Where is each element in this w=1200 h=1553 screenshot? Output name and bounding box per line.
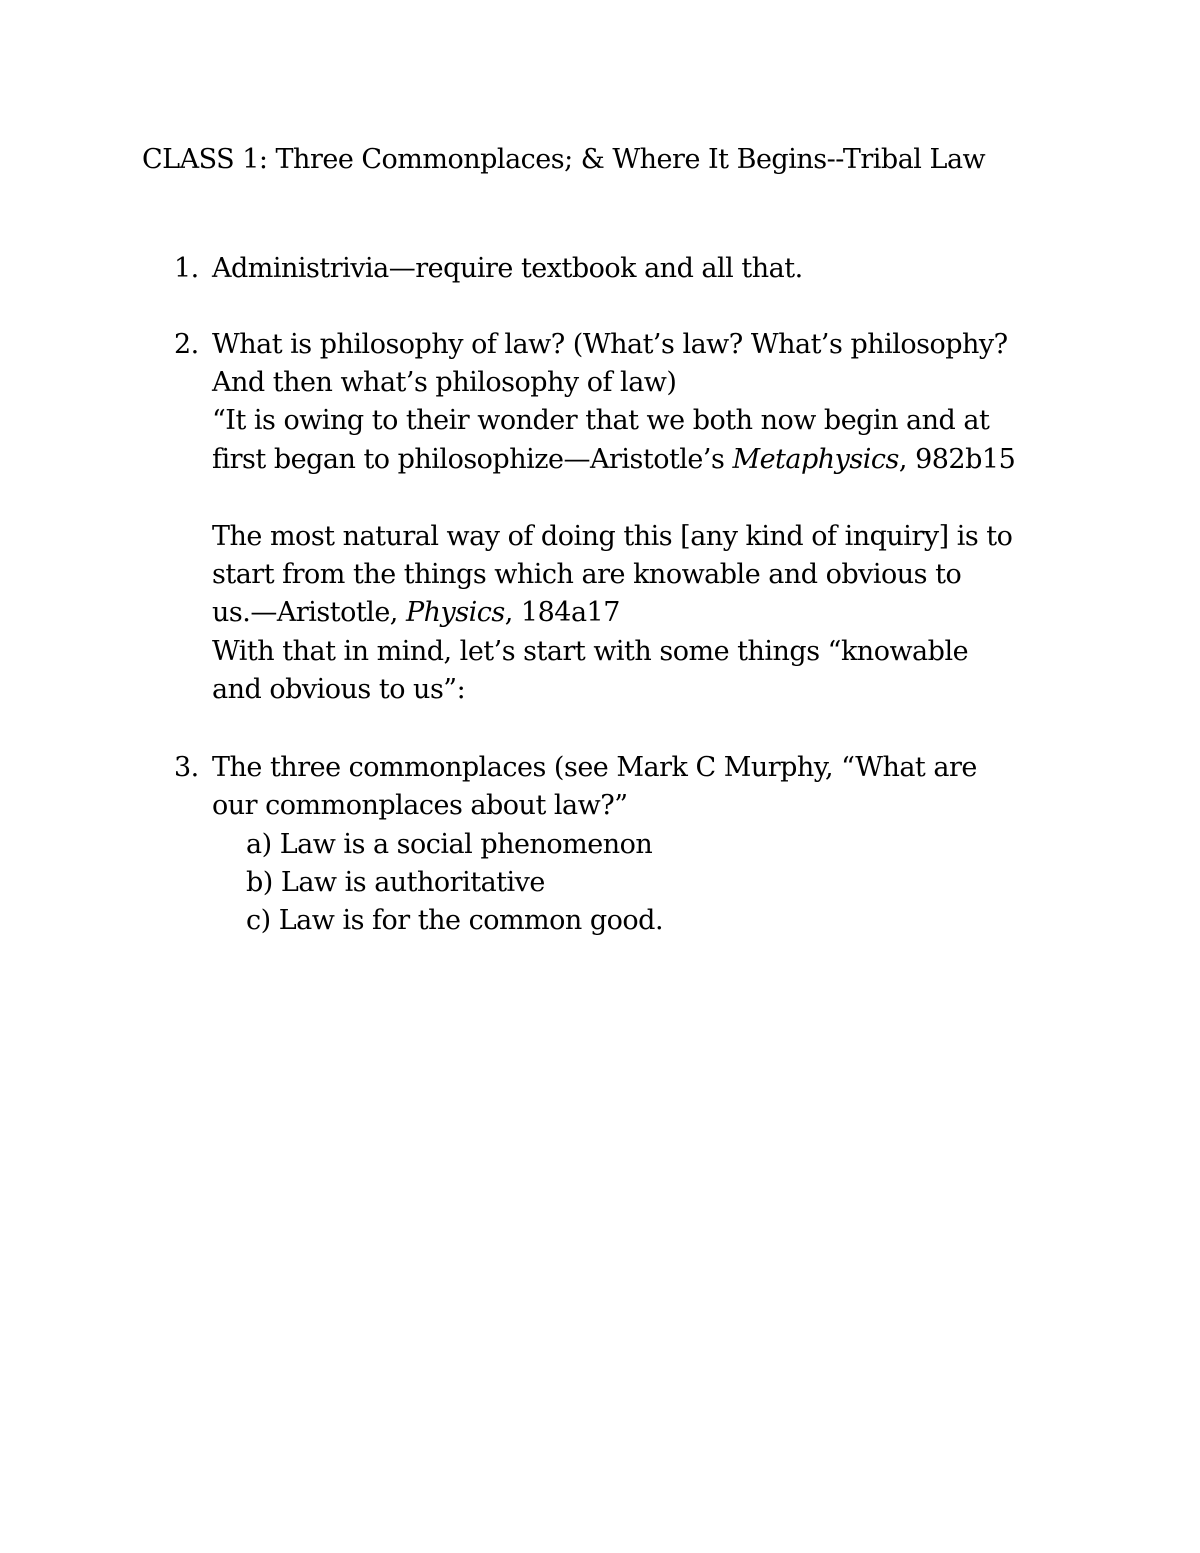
item-2-line-2: And then what’s philosophy of law) xyxy=(212,367,677,398)
item-3-line-2: our commonplaces about law?” xyxy=(212,790,628,821)
quote-text: first began to philosophize—Aristotle’s xyxy=(212,444,733,475)
citation-text: , 184a17 xyxy=(504,597,620,628)
item-2-line-8: With that in mind, let’s start with some things “knowable xyxy=(212,636,969,667)
item-2-line-3: “It is owing to their wonder that we both now begin and at xyxy=(212,405,990,436)
item-2-line-7 xyxy=(212,594,620,632)
item-2-line-5: The most natural way of doing this [any kind of inquiry] is to xyxy=(212,521,1013,552)
quote-text: us.—Aristotle, xyxy=(212,597,406,628)
book-title-metaphysics: Metaphysics xyxy=(732,444,899,475)
list-number: 2. xyxy=(174,329,199,360)
item-2-line-4 xyxy=(212,441,1015,479)
sublist-item-a: a) Law is a social phenomenon xyxy=(246,829,653,860)
item-1-text: Administrivia—require textbook and all that. xyxy=(212,253,803,284)
item-2-line-6: start from the things which are knowable and obvious to xyxy=(212,559,962,590)
list-number: 1. xyxy=(174,253,199,284)
list-number: 3. xyxy=(174,752,199,783)
item-2-line-1: What is philosophy of law? (What’s law? What’s philosophy? xyxy=(212,329,1008,360)
document-title: CLASS 1: Three Commonplaces; & Where It Begins--Tribal Law xyxy=(142,144,986,175)
item-3-line-1: The three commonplaces (see Mark C Murphy, “What are xyxy=(212,752,977,783)
sublist-item-b: b) Law is authoritative xyxy=(246,867,545,898)
item-2-line-9: and obvious to us”: xyxy=(212,674,466,705)
citation-text: , 982b15 xyxy=(898,444,1016,475)
sublist-item-c: c) Law is for the common good. xyxy=(246,905,664,936)
book-title-physics: Physics xyxy=(405,597,505,628)
